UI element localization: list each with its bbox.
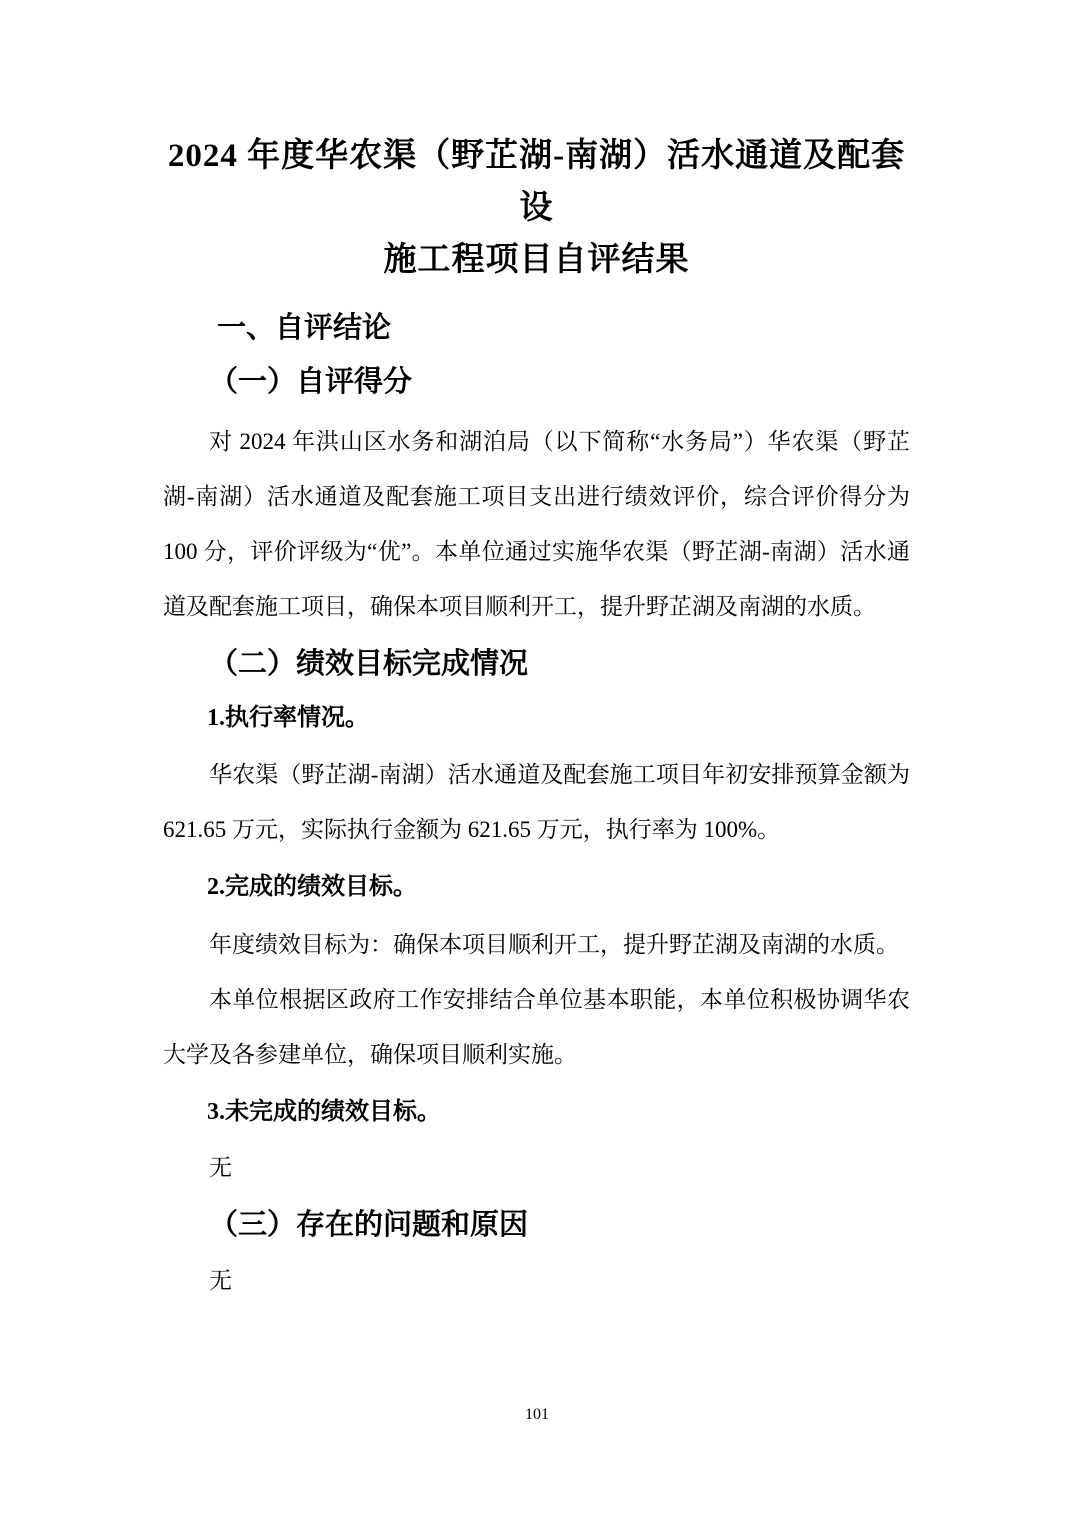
paragraph-none-problems: 无 xyxy=(209,1268,232,1293)
paragraph-execution-rate: 华农渠（野芷湖-南湖）活水通道及配套施工项目年初安排预算金额为 621.65 万元，实际执行金额为 621.65 万元，执行率为 100%。 xyxy=(163,762,910,842)
item-heading-execution-rate: 1.执行率情况。 xyxy=(207,705,369,731)
subsection-heading-self-score: （一）自评得分 xyxy=(209,366,413,398)
item-heading-uncompleted-goals: 3.未完成的绩效目标。 xyxy=(207,1099,441,1125)
item-heading-completed-goals: 2.完成的绩效目标。 xyxy=(207,874,417,900)
document-title-line-2: 施工程项目自评结果 xyxy=(383,242,690,278)
paragraph-unit-coordination: 本单位根据区政府工作安排结合单位基本职能，本单位积极协调华农大学及各参建单位，确保项目顺利实施。 xyxy=(163,987,910,1067)
subsection-heading-goal-completion: （二）绩效目标完成情况 xyxy=(209,648,529,680)
paragraph-none-uncompleted: 无 xyxy=(209,1155,232,1180)
paragraph-annual-goal: 年度绩效目标为：确保本项目顺利开工，提升野芷湖及南湖的水质。 xyxy=(209,932,899,957)
paragraph-evaluation-score: 对 2024 年洪山区水务和湖泊局（以下简称“水务局”）华农渠（野芷湖-南湖）活水通道及配套施工项目支出进行绩效评价，综合评价得分为 100 分，评价评级为“优”。本单位通过实施华农渠（野芷湖-南湖）活水通道及配套施工项目，确保本项目顺利开工，提升野芷湖及南湖的水质。 xyxy=(163,429,910,619)
page-number: 101 xyxy=(525,1406,549,1423)
section-heading-conclusion: 一、自评结论 xyxy=(217,312,392,344)
document-title xyxy=(163,130,910,286)
document-title-line-1: 2024 年度华农渠（野芷湖-南湖）活水通道及配套设 xyxy=(167,138,906,226)
subsection-heading-problems: （三）存在的问题和原因 xyxy=(209,1209,529,1241)
